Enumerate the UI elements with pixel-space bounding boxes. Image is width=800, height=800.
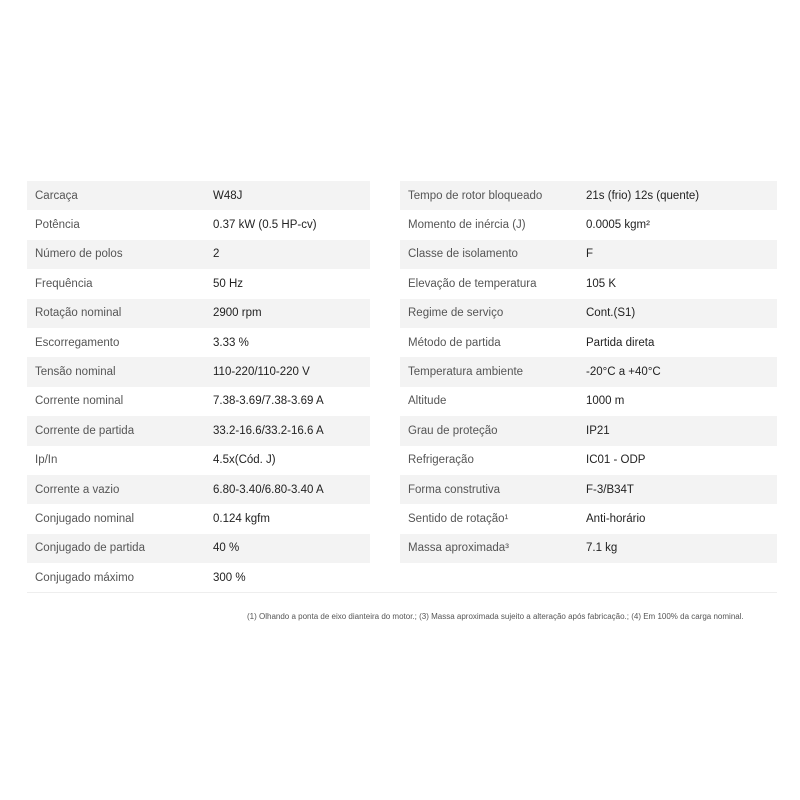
spec-label: Corrente a vazio — [27, 475, 205, 504]
specs-table — [27, 181, 777, 593]
spec-value: 300 % — [205, 563, 370, 593]
spec-label: Conjugado nominal — [27, 504, 205, 533]
spec-value: 0.37 kW (0.5 HP-cv) — [205, 210, 370, 239]
column-gap — [370, 563, 400, 593]
spec-value: Anti-horário — [578, 504, 777, 533]
column-gap — [370, 416, 400, 445]
spec-value: F — [578, 240, 777, 269]
column-gap — [370, 328, 400, 357]
spec-value: 105 K — [578, 269, 777, 298]
table-footnote: (1) Olhando a ponta de eixo dianteira do motor.; (3) Massa aproximada sujeito a alteração após fabricação.; (4) Em 100% da carga nominal. — [247, 612, 744, 621]
spec-value: 110-220/110-220 V — [205, 357, 370, 386]
column-gap — [370, 240, 400, 269]
table-row — [27, 563, 777, 593]
spec-label: Altitude — [400, 387, 578, 416]
column-gap — [370, 210, 400, 239]
column-gap — [370, 269, 400, 298]
table-row — [27, 475, 777, 504]
spec-value: 3.33 % — [205, 328, 370, 357]
table-row — [27, 446, 777, 475]
spec-label: Grau de proteção — [400, 416, 578, 445]
spec-value: 7.38-3.69/7.38-3.69 A — [205, 387, 370, 416]
spec-label: Forma construtiva — [400, 475, 578, 504]
spec-label: Regime de serviço — [400, 299, 578, 328]
spec-value: F-3/B34T — [578, 475, 777, 504]
table-row — [27, 328, 777, 357]
spec-value: IP21 — [578, 416, 777, 445]
table-row — [27, 416, 777, 445]
spec-value: 7.1 kg — [578, 534, 777, 563]
column-gap — [370, 504, 400, 533]
spec-label: Momento de inércia (J) — [400, 210, 578, 239]
spec-value: 4.5x(Cód. J) — [205, 446, 370, 475]
spec-value: Partida direta — [578, 328, 777, 357]
table-row — [27, 181, 777, 210]
motor-specs-sheet — [27, 181, 777, 593]
spec-label: Massa aproximada³ — [400, 534, 578, 563]
spec-label: Frequência — [27, 269, 205, 298]
spec-value: 0.0005 kgm² — [578, 210, 777, 239]
spec-label: Conjugado máximo — [27, 563, 205, 593]
spec-label: Corrente nominal — [27, 387, 205, 416]
table-row — [27, 387, 777, 416]
table-row — [27, 240, 777, 269]
spec-value: 1000 m — [578, 387, 777, 416]
spec-label: Corrente de partida — [27, 416, 205, 445]
spec-value: -20°C a +40°C — [578, 357, 777, 386]
spec-label: Ip/In — [27, 446, 205, 475]
spec-label: Classe de isolamento — [400, 240, 578, 269]
column-gap — [370, 534, 400, 563]
spec-label — [400, 563, 578, 593]
spec-value: IC01 - ODP — [578, 446, 777, 475]
spec-value: 2 — [205, 240, 370, 269]
spec-value — [578, 563, 777, 593]
spec-label: Rotação nominal — [27, 299, 205, 328]
table-row — [27, 534, 777, 563]
table-row — [27, 357, 777, 386]
spec-label: Sentido de rotação¹ — [400, 504, 578, 533]
spec-label: Número de polos — [27, 240, 205, 269]
spec-value: 33.2-16.6/33.2-16.6 A — [205, 416, 370, 445]
spec-value: Cont.(S1) — [578, 299, 777, 328]
spec-label: Refrigeração — [400, 446, 578, 475]
column-gap — [370, 357, 400, 386]
column-gap — [370, 446, 400, 475]
spec-label: Tensão nominal — [27, 357, 205, 386]
spec-value: 21s (frio) 12s (quente) — [578, 181, 777, 210]
spec-value: W48J — [205, 181, 370, 210]
spec-label: Elevação de temperatura — [400, 269, 578, 298]
column-gap — [370, 299, 400, 328]
spec-label: Tempo de rotor bloqueado — [400, 181, 578, 210]
spec-value: 0.124 kgfm — [205, 504, 370, 533]
spec-value: 40 % — [205, 534, 370, 563]
column-gap — [370, 181, 400, 210]
spec-label: Método de partida — [400, 328, 578, 357]
spec-label: Conjugado de partida — [27, 534, 205, 563]
table-row — [27, 269, 777, 298]
spec-label: Escorregamento — [27, 328, 205, 357]
spec-value: 2900 rpm — [205, 299, 370, 328]
table-row — [27, 210, 777, 239]
table-row — [27, 299, 777, 328]
spec-value: 50 Hz — [205, 269, 370, 298]
column-gap — [370, 387, 400, 416]
spec-value: 6.80-3.40/6.80-3.40 A — [205, 475, 370, 504]
spec-label: Carcaça — [27, 181, 205, 210]
spec-label: Potência — [27, 210, 205, 239]
spec-label: Temperatura ambiente — [400, 357, 578, 386]
table-row — [27, 504, 777, 533]
column-gap — [370, 475, 400, 504]
